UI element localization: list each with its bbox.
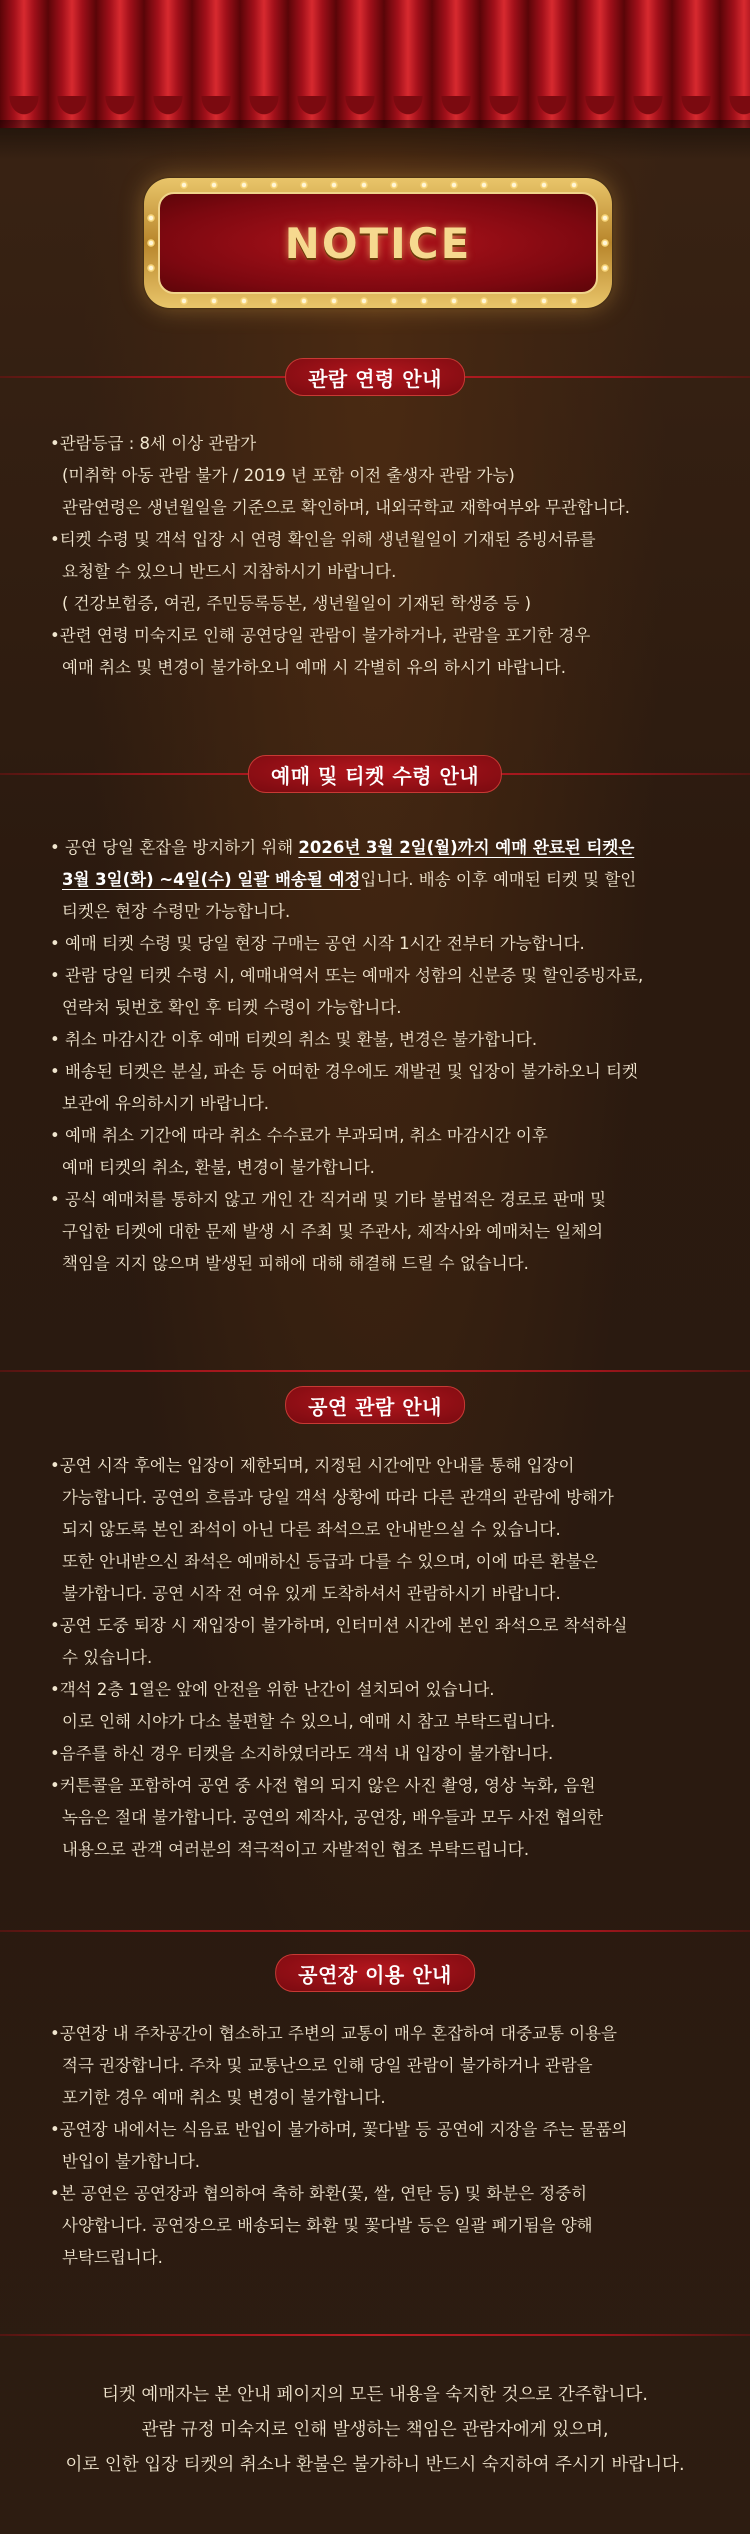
- list-item: 수 있습니다.: [62, 1648, 153, 1667]
- list-item: •본 공연은 공연장과 협의하여 축하 화환(꽃, 쌀, 연탄 등) 및 화분은 정중히: [50, 2184, 588, 2203]
- list-item: 녹음은 절대 불가합니다. 공연의 제작사, 공연장, 배우들과 모두 사전 협의한: [62, 1808, 604, 1827]
- list-item: • 취소 마감시간 이후 예매 티켓의 취소 및 환불, 변경은 불가합니다.: [50, 1030, 538, 1049]
- list-item: •음주를 하신 경우 티켓을 소지하였더라도 객석 내 입장이 불가합니다.: [50, 1744, 554, 1763]
- list-item: • 예매 티켓 수령 및 당일 현장 구매는 공연 시작 1시간 전부터 가능합니다.: [50, 934, 585, 953]
- list-item: 보관에 유의하시기 바랍니다.: [62, 1094, 270, 1113]
- list-item: 부탁드립니다.: [62, 2248, 163, 2267]
- list-item: [50, 864, 710, 896]
- curtain-shadow: [0, 120, 750, 160]
- section-title-age: 관람 연령 안내: [285, 358, 465, 396]
- list-item: 요청할 수 있으니 반드시 지참하시기 바랍니다.: [62, 562, 397, 581]
- text-span: 입니다. 배송 이후 예매된 티켓 및 할인: [360, 870, 637, 889]
- list-item: 티켓은 현장 수령만 가능합니다.: [62, 902, 291, 921]
- list-item: ( 건강보험증, 여권, 주민등록등본, 생년월일이 기재된 학생증 등 ): [62, 594, 532, 613]
- list-item: •관람등급 : 8세 이상 관람가: [50, 434, 257, 453]
- list-item: •공연 시작 후에는 입장이 제한되며, 지정된 시간에만 안내를 통해 입장이: [50, 1456, 575, 1475]
- list-item: 포기한 경우 예매 취소 및 변경이 불가합니다.: [62, 2088, 386, 2107]
- highlight-date: 2026년 3월 2일(월)까지 예매 완료된 티켓은: [298, 838, 635, 857]
- list-item: • 관람 당일 티켓 수령 시, 예매내역서 또는 예매자 성함의 신분증 및 할인증빙자료,: [50, 966, 644, 985]
- footer-line: 관람 규정 미숙지로 인해 발생하는 책임은 관람자에게 있으며,: [141, 2420, 609, 2440]
- list-item: 예매 취소 및 변경이 불가하오니 예매 시 각별히 유의 하시기 바랍니다.: [62, 658, 566, 677]
- section-divider: [0, 1930, 750, 1932]
- list-item: 연락처 뒷번호 확인 후 티켓 수령이 가능합니다.: [62, 998, 402, 1017]
- list-item: • 예매 취소 기간에 따라 취소 수수료가 부과되며, 취소 마감시간 이후: [50, 1126, 548, 1145]
- list-item: 불가합니다. 공연 시작 전 여유 있게 도착하셔서 관람하시기 바랍니다.: [62, 1584, 561, 1603]
- list-item: 되지 않도록 본인 좌석이 아닌 다른 좌석으로 안내받으실 수 있습니다.: [62, 1520, 561, 1539]
- section-venue-content: [50, 2018, 710, 2274]
- section-ticket-content: [50, 832, 710, 1280]
- footer-line: 이로 인한 입장 티켓의 취소나 환불은 불가하니 반드시 숙지하여 주시기 바랍니다.: [65, 2455, 685, 2475]
- list-item: •객석 2층 1열은 앞에 안전을 위한 난간이 설치되어 있습니다.: [50, 1680, 495, 1699]
- section-title-ticket: 예매 및 티켓 수령 안내: [248, 755, 502, 793]
- footer-notice: [0, 2378, 750, 2483]
- section-divider: [0, 1370, 750, 1372]
- list-item: • 공식 예매처를 통하지 않고 개인 간 직거래 및 기타 불법적은 경로로 판매 및: [50, 1190, 607, 1209]
- marquee-panel: [158, 192, 598, 294]
- notice-marquee-sign: [144, 178, 612, 308]
- list-item: 내용으로 관객 여러분의 적극적이고 자발적인 협조 부탁드립니다.: [62, 1840, 530, 1859]
- list-item: (미취학 아동 관람 불가 / 2019 년 포함 이전 출생자 관람 가능): [62, 466, 515, 485]
- text-span: • 공연 당일 혼잡을 방지하기 위해: [50, 838, 299, 857]
- list-item: 이로 인해 시야가 다소 불편할 수 있으니, 예매 시 참고 부탁드립니다.: [62, 1712, 556, 1731]
- highlight-delivery: 3월 3일(화) ~4일(수) 일괄 배송될 예정: [62, 870, 361, 889]
- list-item: •티켓 수령 및 객석 입장 시 연령 확인을 위해 생년월일이 기재된 증빙서류를: [50, 530, 596, 549]
- list-item: 적극 권장합니다. 주차 및 교통난으로 인해 당일 관람이 불가하거나 관람을: [62, 2056, 593, 2075]
- section-title-viewing: 공연 관람 안내: [285, 1386, 465, 1424]
- list-item: •커튼콜을 포함하여 공연 중 사전 협의 되지 않은 사진 촬영, 영상 녹화, 음원: [50, 1776, 596, 1795]
- section-viewing-content: [50, 1450, 710, 1866]
- list-item: •공연 도중 퇴장 시 재입장이 불가하며, 인터미션 시간에 본인 좌석으로 착석하실: [50, 1616, 628, 1635]
- list-item: 예매 티켓의 취소, 환불, 변경이 불가합니다.: [62, 1158, 375, 1177]
- list-item: 책임을 지지 않으며 발생된 피해에 대해 해결해 드릴 수 없습니다.: [62, 1254, 529, 1273]
- list-item: 반입이 불가합니다.: [62, 2152, 201, 2171]
- list-item: •공연장 내에서는 식음료 반입이 불가하며, 꽃다발 등 공연에 지장을 주는 물품의: [50, 2120, 628, 2139]
- section-age-content: [50, 428, 710, 684]
- list-item: [50, 832, 710, 864]
- footer-line: 티켓 예매자는 본 안내 페이지의 모든 내용을 숙지한 것으로 간주합니다.: [102, 2385, 648, 2405]
- list-item: • 배송된 티켓은 분실, 파손 등 어떠한 경우에도 재발권 및 입장이 불가하오니 티켓: [50, 1062, 638, 1081]
- list-item: 또한 안내받으신 좌석은 예매하신 등급과 다를 수 있으며, 이에 따른 환불은: [62, 1552, 598, 1571]
- footer-divider: [0, 2334, 750, 2336]
- list-item: •관련 연령 미숙지로 인해 공연당일 관람이 불가하거나, 관람을 포기한 경우: [50, 626, 591, 645]
- list-item: •공연장 내 주차공간이 협소하고 주변의 교통이 매우 혼잡하여 대중교통 이용을: [50, 2024, 617, 2043]
- list-item: 가능합니다. 공연의 흐름과 당일 객석 상황에 따라 다른 관객의 관람에 방해가: [62, 1488, 614, 1507]
- notice-title: NOTICE: [284, 218, 472, 268]
- list-item: 관람연령은 생년월일을 기준으로 확인하며, 내외국학교 재학여부와 무관합니다.: [62, 498, 630, 517]
- list-item: 구입한 티켓에 대한 문제 발생 시 주최 및 주관사, 제작사와 예매처는 일체의: [62, 1222, 604, 1241]
- section-title-venue: 공연장 이용 안내: [275, 1954, 475, 1992]
- list-item: 사양합니다. 공연장으로 배송되는 화환 및 꽃다발 등은 일괄 폐기됨을 양해: [62, 2216, 593, 2235]
